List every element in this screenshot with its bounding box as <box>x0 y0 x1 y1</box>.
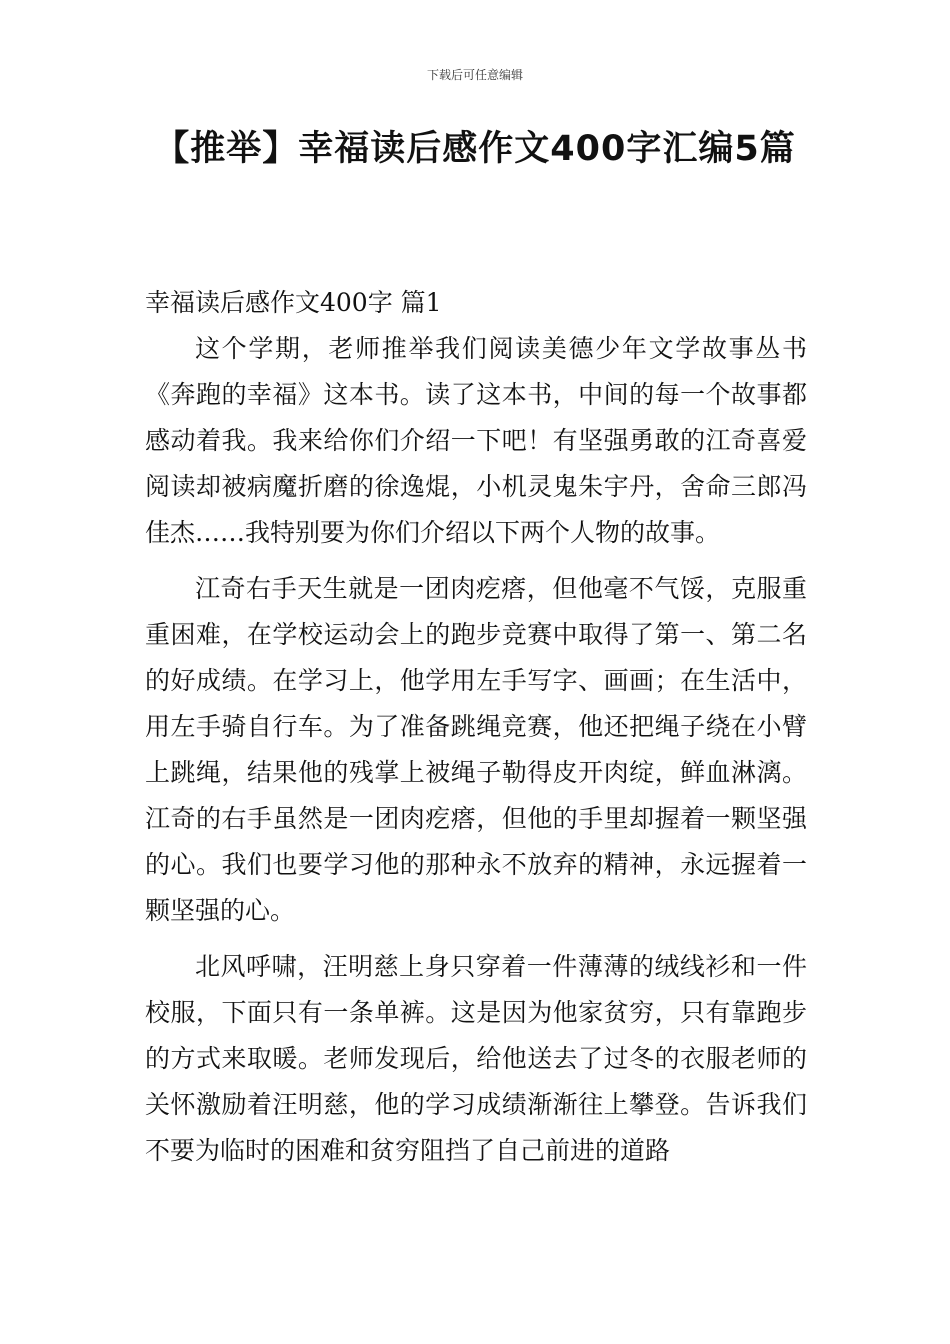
document-title: 【推举】幸福读后感作文400字汇编5篇 <box>154 129 796 169</box>
paragraph-3: 北风呼啸，汪明慈上身只穿着一件薄薄的绒线衫和一件校服，下面只有一条单裤。这是因为他家贫穷，只有靠跑步的方式来取暖。老师发现后，给他送去了过冬的衣服老师的关怀激励着汪明慈，他的学习成绩渐渐往上攀登。告诉我们不要为临时的困难和贫穷阻挡了自己前进的道路 <box>145 952 807 1165</box>
header-note: 下载后可任意编辑 <box>426 68 523 82</box>
paragraph-2: 江奇右手天生就是一团肉疙瘩，但他毫不气馁，克服重重困难，在学校运动会上的跑步竞赛中取得了第一、第二名的好成绩。在学习上，他学用左手写字、画画；在生活中，用左手骑自行车。为了准备跳绳竞赛，他还把绳子绕在小臂上跳绳，结果他的残掌上被绳子勒得皮开肉绽，鲜血淋漓。江奇的右手虽然是一团肉疙瘩，但他的手里却握着一颗坚强的心。我们也要学习他的那种永不放弃的精神，永远握着一颗坚强的心。 <box>145 574 807 925</box>
paragraph-1: 这个学期，老师推举我们阅读美德少年文学故事丛书《奔跑的幸福》这本书。读了这本书，中间的每一个故事都感动着我。我来给你们介绍一下吧！有坚强勇敢的江奇喜爱阅读却被病魔折磨的徐逸焜，小机灵鬼朱宇丹，舍命三郎冯佳杰……我特别要为你们介绍以下两个人物的故事。 <box>145 334 807 547</box>
document-body <box>145 280 807 1174</box>
section-heading: 幸福读后感作文400字 篇1 <box>145 288 442 317</box>
